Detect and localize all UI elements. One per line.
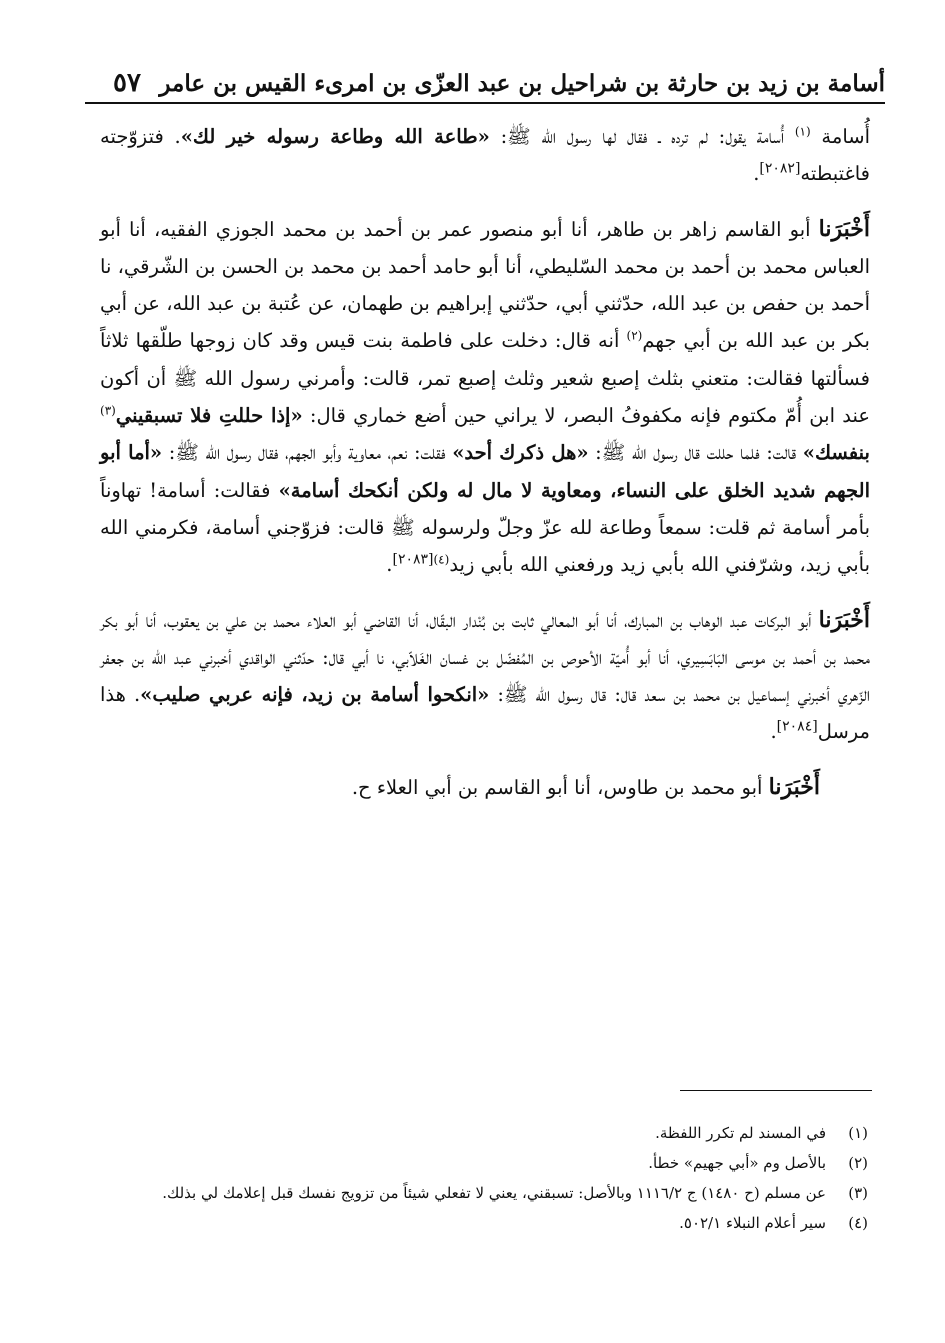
text-run: فقالت: أسامة! تهاوناً بأمر أسامة ثم قلت: سمعاً وطاعة لله عزّ وجلّ ولرسوله ﷺ قالت: فزوّجني أسامة، فكرمني الله بأبي زيد، وشرّفني الله بأبي زيد ورفعني الله بأبي زيد xyxy=(100,478,870,577)
hadith-quote: «انكحوا أسامة بن زيد، فإنه عربي صليب» xyxy=(140,683,490,707)
footnote-separator xyxy=(680,1090,872,1091)
running-header xyxy=(85,60,885,108)
text-run: أُسامة xyxy=(810,125,871,148)
hadith-quote: «أما أبو الجهم شديد الخلق على النساء، ومعاوية لا مال له ولكن أنكحك أسامة» xyxy=(100,441,870,502)
akhbarana-lead: أَخْبَرَنا xyxy=(818,606,870,633)
hadith-reference: [٢٠٨٢] xyxy=(759,160,801,177)
text-run: أبو البركات عبد الوهاب بن المبارك، أنا أبو المعالي ثابت بن بُنْدار البقّال، أنا القاضي أبو العلاء محمد بن علي بن يعقوب، أنا أبو بكر محمد بن أحمد بن موسى البَابَسِيري، أنا أبو أُميّة الأحوص بن المُفضّل بن غسان الغَلاّبي، نا أبي قال: حدّثني الواقدي أخبرني عبد الله بن جعفر الزّهري أخبرني إسماعيل بن محمد بن سعد قال: قال رسول الله ﷺ: xyxy=(100,608,870,707)
header-rule xyxy=(85,102,885,104)
footnote-number: (١) xyxy=(848,1124,868,1142)
footnote-text: سير أعلام النبلاء ٥٠٢/١. xyxy=(679,1214,826,1232)
hadith-quote: بنفسك» xyxy=(802,441,870,465)
footnote-number: (٣) xyxy=(848,1184,868,1202)
text-run: . xyxy=(770,720,777,744)
text-run: أبو القاسم زاهر بن طاهر، أنا أبو منصور عمر بن أحمد بن محمد الجوزي الفقيه، أنا أبو العباس محمد بن أحمد بن محمد السّليطي، أنا أبو حامد أحمد بن محمد بن الحسن بن الشّرقي، نا أحمد بن حفص بن عبد الله، حدّثني أبي، حدّثني إبراهيم بن طهمان، عن عُتبة بن عبد الله، عن أبي بكر بن عبد الله بن أبي جهم xyxy=(100,217,870,353)
text-run: أنه قال: دخلت على فاطمة بنت قيس وقد كان زوجها طلّقها ثلاثاً فسألتها فقالت: متعني بثلث إصبع شعير وثلث إصبع تمر، قالت: وأمرني رسول الله ﷺ أن أكون عند ابن أُمّ مكتوم فإنه مكفوفُ البصر، لا يراني حين أضع خماري قال: xyxy=(100,329,870,428)
footnote-text: بالأصل وم «أبي جهيم» خطأ. xyxy=(648,1154,826,1172)
footnote-marker-2: (٢) xyxy=(626,328,643,343)
footnote-number: (٤) xyxy=(848,1214,868,1232)
footnotes xyxy=(110,1118,868,1238)
footnote-marker-1: (١) xyxy=(794,124,811,139)
footnote-1 xyxy=(110,1118,868,1148)
paragraph-2 xyxy=(100,211,870,584)
footnote-2 xyxy=(110,1148,868,1178)
footnote-text: في المسند لم تكرر اللفظة. xyxy=(655,1124,826,1142)
text-run: . xyxy=(753,162,760,186)
footnote-text: عن مسلم (ح ١٤٨٠) ج ١١١٦/٢ وبالأصل: تسبقني، يعني لا تفعلي شيئاً من تزويج نفسك قبل إعلامك لي بذلك. xyxy=(162,1184,826,1202)
text-run: قالت: فلما حللت قال رسول الله ﷺ: xyxy=(588,441,803,465)
footnote-marker-3: (٣) xyxy=(100,403,116,418)
hadith-reference: [٢٠٨٤] xyxy=(776,718,818,735)
main-text xyxy=(100,118,870,806)
text-run: أُسامة يقول: لم ترده ـ فقال لها رسول الله ﷺ: xyxy=(489,125,795,148)
footnote-marker-4: (٤) xyxy=(433,552,450,567)
hadith-quote: «هل ذكرك أحد» xyxy=(452,441,589,465)
akhbarana-lead: أَخْبَرَنا xyxy=(818,215,870,242)
paragraph-4 xyxy=(100,769,870,806)
footnote-number: (٢) xyxy=(848,1154,868,1172)
hadith-reference: [٢٠٨٣] xyxy=(392,551,434,568)
header-title: أسامة بن زيد بن حارثة بن شراحيل بن عبد العزّى بن امرىء القيس بن عامر xyxy=(159,70,885,97)
hadith-quote: «إذا حللتِ فلا تسبقيني xyxy=(115,404,303,428)
text-run: أبو محمد بن طاوس، أنا أبو القاسم بن أبي العلاء ح. xyxy=(351,775,769,799)
text-run: . هذا مرسل xyxy=(100,683,870,744)
footnote-3 xyxy=(110,1178,868,1208)
akhbarana-lead: أَخْبَرَنا xyxy=(768,773,820,800)
page-number: ٥٧ xyxy=(113,68,141,98)
text-run: . xyxy=(386,553,393,577)
paragraph-1 xyxy=(100,118,870,193)
text-run: . فتزوّجته فاغتبطته xyxy=(100,125,870,186)
text-run: فقلت: نعم، معاوية وأبو الجهم، فقال رسول الله ﷺ: xyxy=(162,441,453,465)
footnote-4 xyxy=(110,1208,868,1238)
paragraph-3 xyxy=(100,602,870,751)
hadith-quote: «طاعة الله وطاعة رسوله خير لك» xyxy=(180,125,490,148)
